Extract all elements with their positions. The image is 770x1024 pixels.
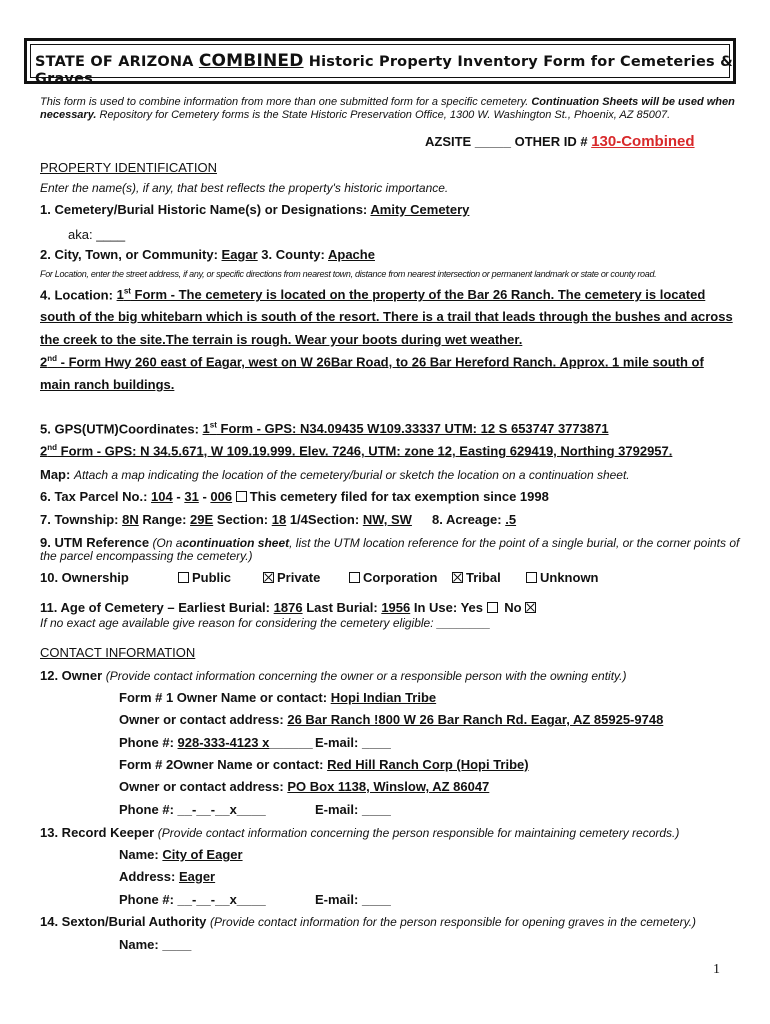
form2-email-row: E-mail: ____ <box>315 802 391 817</box>
record-keeper-phone-field[interactable]: __-__-__x____ <box>177 892 266 907</box>
form1-address-row: Owner or contact address: 26 Bar Ranch !800 W 26 Bar Ranch Rd. Eagar, AZ 85925-9748 <box>119 712 664 727</box>
page-number: 1 <box>713 962 720 977</box>
other-id-value[interactable]: 130-Combined <box>591 133 695 150</box>
q4-line-1: 4. Location: 1st Form - The cemetery is located on the property of the Bar 26 Ranch. The cemetery is located <box>40 287 706 303</box>
form1-address-field[interactable]: 26 Bar Ranch !800 W 26 Bar Ranch Rd. Eagar, AZ 85925-9748 <box>287 712 664 727</box>
location-field-line-5[interactable]: main ranch buildings. <box>40 377 175 392</box>
sexton-name-field[interactable]: ____ <box>162 937 192 952</box>
ownership-tribal[interactable]: Tribal <box>452 570 501 585</box>
corporation-checkbox[interactable] <box>349 572 360 583</box>
quarter-section-field[interactable]: NW, SW <box>362 512 412 527</box>
ownership-private[interactable]: Private <box>263 570 320 585</box>
township-field[interactable]: 8N <box>122 512 139 527</box>
ownership-public[interactable]: Public <box>178 570 231 585</box>
record-keeper-address-field[interactable]: Eager <box>178 869 216 884</box>
aka-row: aka: ____ <box>68 227 126 242</box>
form2-owner-name-field[interactable]: Red Hill Ranch Corp (Hopi Tribe) <box>327 757 529 772</box>
form1-email-row: E-mail: ____ <box>315 735 391 750</box>
record-keeper-email-field[interactable]: ____ <box>361 892 391 907</box>
location-note: For Location, enter the street address, if any, or specific directions from nearest town, distance from nearest intersection or permanent landmark or state or county road. <box>40 269 657 279</box>
record-keeper-email-row: E-mail: ____ <box>315 892 391 907</box>
q9-line-1: 9. UTM Reference (On acontinuation sheet, list the UTM location reference for the point of a single burial, or the corner points of <box>40 535 740 550</box>
form1-phone-row: Phone #: 928-333-4123 x______ <box>119 735 313 750</box>
record-keeper-name-field[interactable]: City of Eager <box>162 847 243 862</box>
q6-row: 6. Tax Parcel No.: 104 - 31 - 006 This cemetery filed for tax exemption since 1998 <box>40 489 549 504</box>
gps-field-line-1[interactable]: 1st Form - GPS: N34.09435 W109.33337 UTM: 12 S 653747 3773871 <box>202 421 609 437</box>
q11-row: 11. Age of Cemetery – Earliest Burial: 1876 Last Burial: 1956 In Use: Yes No <box>40 600 539 615</box>
location-field-line-4[interactable]: 2nd - Form Hwy 260 east of Eagar, west on W 26Bar Road, to 26 Bar Hereford Ranch. Approx. 1 mile south of <box>40 354 704 370</box>
form1-email-field[interactable]: ____ <box>361 735 391 750</box>
range-field[interactable]: 29E <box>190 512 214 527</box>
cemetery-name-field[interactable]: Amity Cemetery <box>370 202 470 217</box>
intro-line-2: necessary. Repository for Cemetery forms is the State Historic Preservation Office, 1300 W. Washington St., Phoenix, AZ 85007. <box>40 109 671 121</box>
tax-parcel-number[interactable]: 006 <box>210 489 233 504</box>
form2-owner-row: Form # 2Owner Name or contact: Red Hill Ranch Corp (Hopi Tribe) <box>119 757 529 772</box>
q12-row: 12. Owner (Provide contact information concerning the owner or a responsible person with the owning entity.) <box>40 668 627 683</box>
record-keeper-address-row: Address: Eager <box>119 869 216 884</box>
tax-parcel-book[interactable]: 104 <box>151 489 173 504</box>
ownership-corporation[interactable]: Corporation <box>349 570 437 585</box>
public-checkbox[interactable] <box>178 572 189 583</box>
map-row: Map: Attach a map indicating the location of the cemetery/burial or sketch the location on a continuation sheet. <box>40 467 630 482</box>
tax-parcel-map[interactable]: 31 <box>184 489 199 504</box>
property-heading: PROPERTY IDENTIFICATION <box>40 160 217 175</box>
ownership-label: 10. Ownership <box>40 570 129 585</box>
county-field[interactable]: Apache <box>328 247 375 262</box>
q1-row: 1. Cemetery/Burial Historic Name(s) or Designations: Amity Cemetery <box>40 202 470 217</box>
q2-q3-row: 2. City, Town, or Community: Eagar 3. County: Apache <box>40 247 375 262</box>
ownership-unknown[interactable]: Unknown <box>526 570 599 585</box>
aka-field[interactable]: ____ <box>96 227 126 242</box>
form2-email-field[interactable]: ____ <box>361 802 391 817</box>
in-use-no-checkbox[interactable] <box>525 602 536 613</box>
location-field-line-3[interactable]: the creek to the site.The terrain is rough. Wear your boots during wet weather. <box>40 332 523 347</box>
section-field[interactable]: 18 <box>271 512 287 527</box>
tax-exemption-checkbox[interactable] <box>236 491 247 502</box>
sexton-name-row: Name: ____ <box>119 937 192 952</box>
form1-owner-name-field[interactable]: Hopi Indian Tribe <box>330 690 437 705</box>
private-checkbox[interactable] <box>263 572 274 583</box>
gps-field-line-2[interactable]: 2nd Form - GPS: N 34.5.671, W 109.19.999. Elev. 7246, UTM: zone 12, Easting 629419, Northing 3792957. <box>40 443 673 459</box>
form2-address-row: Owner or contact address: PO Box 1138, Winslow, AZ 86047 <box>119 779 490 794</box>
location-field-line-1[interactable]: 1st Form - The cemetery is located on the property of the Bar 26 Ranch. The cemetery is located <box>116 287 706 303</box>
location-field-line-2[interactable]: south of the big whitebarn which is south of the resort. There is a trail that leads through the bushes and across <box>40 309 733 324</box>
q14-row: 14. Sexton/Burial Authority (Provide contact information for the person responsible for opening graves in the cemetery.) <box>40 914 697 929</box>
title-rest: Historic Property Inventory Form for Cemeteries & Graves <box>35 54 733 87</box>
title-state: STATE OF ARIZONA <box>35 54 194 70</box>
form2-phone-row: Phone #: __-__-__x____ <box>119 802 266 817</box>
unknown-checkbox[interactable] <box>526 572 537 583</box>
property-intro: Enter the name(s), if any, that best reflects the property's historic importance. <box>40 181 449 195</box>
q13-row: 13. Record Keeper (Provide contact information concerning the person responsible for maintaining cemetery records.) <box>40 825 680 840</box>
form-title <box>35 51 733 87</box>
form2-address-field[interactable]: PO Box 1138, Winslow, AZ 86047 <box>287 779 490 794</box>
intro-line-1: This form is used to combine information from more than one submitted form for a specific cemetery. Continuation Sheets will be used when <box>40 96 735 108</box>
form2-phone-field[interactable]: __-__-__x____ <box>177 802 266 817</box>
q7-q8-row: 7. Township: 8N Range: 29E Section: 18 1/4Section: NW, SW <box>40 512 412 527</box>
title-combined: COMBINED <box>198 51 304 71</box>
azsite-other-id: AZSITE _____ OTHER ID # 130-Combined <box>425 133 695 150</box>
record-keeper-phone-row: Phone #: __-__-__x____ <box>119 892 266 907</box>
earliest-burial-field[interactable]: 1876 <box>273 600 303 615</box>
eligibility-reason-field[interactable]: ________ <box>436 616 491 630</box>
record-keeper-name-row: Name: City of Eager <box>119 847 243 862</box>
last-burial-field[interactable]: 1956 <box>381 600 411 615</box>
form1-phone-field[interactable]: 928-333-4123 x <box>177 735 270 750</box>
contact-heading: CONTACT INFORMATION <box>40 645 196 660</box>
form-title-box <box>24 38 736 87</box>
city-field[interactable]: Eagar <box>221 247 258 262</box>
acreage-field[interactable]: .5 <box>505 512 517 527</box>
in-use-yes-checkbox[interactable] <box>487 602 498 613</box>
tribal-checkbox[interactable] <box>452 572 463 583</box>
q9-line-2: the parcel encompassing the cemetery.) <box>40 549 253 563</box>
q11-note: If no exact age available give reason for considering the cemetery eligible: ________ <box>40 616 491 630</box>
q5-line-1: 5. GPS(UTM)Coordinates: 1st Form - GPS: N34.09435 W109.33337 UTM: 12 S 653747 3773871 <box>40 421 609 437</box>
q8-row: 8. Acreage: .5 <box>432 512 517 527</box>
form1-owner-row: Form # 1 Owner Name or contact: Hopi Indian Tribe <box>119 690 437 705</box>
